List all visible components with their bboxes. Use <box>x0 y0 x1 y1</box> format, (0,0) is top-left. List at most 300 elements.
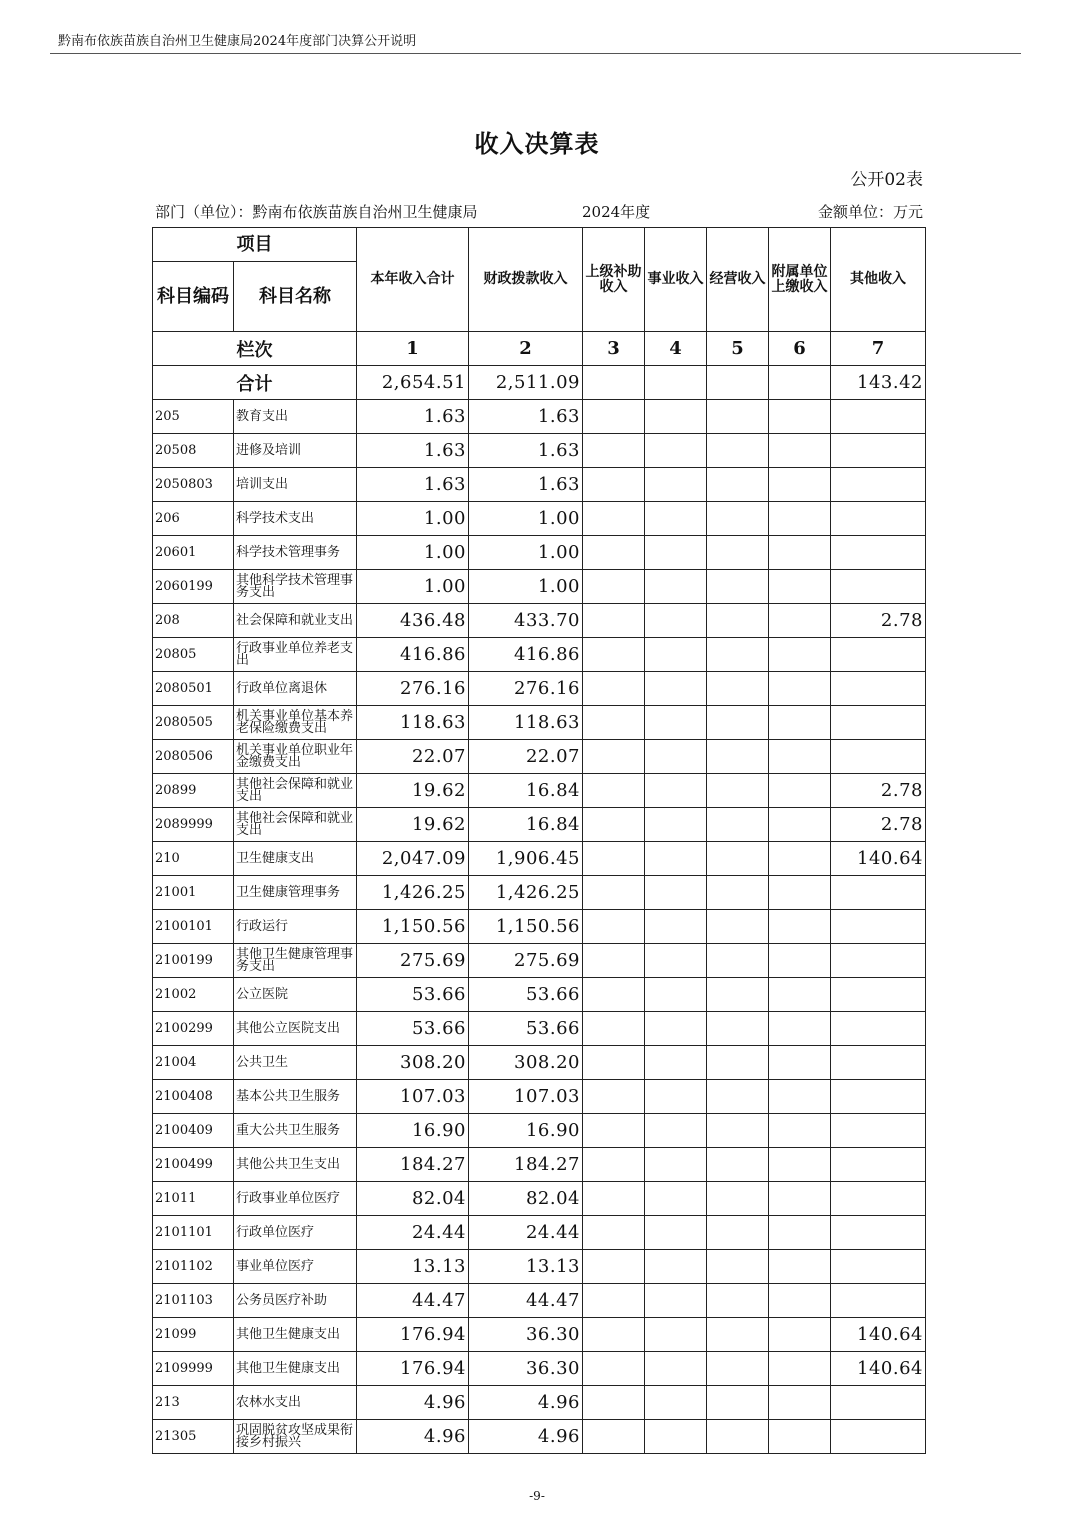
amount-cell <box>645 774 707 808</box>
amount-cell <box>831 1216 926 1250</box>
amount-cell <box>831 400 926 434</box>
amount-cell <box>645 672 707 706</box>
amount-cell: 4.96 <box>469 1386 583 1420</box>
amount-cell <box>645 808 707 842</box>
table-row <box>153 604 926 638</box>
amount-cell <box>769 1352 831 1386</box>
amount-cell <box>831 1420 926 1454</box>
column-number: 2 <box>469 332 583 366</box>
amount-cell <box>831 1046 926 1080</box>
amount-cell: 1,906.45 <box>469 842 583 876</box>
amount-cell <box>645 604 707 638</box>
subject-name: 基本公共卫生服务 <box>234 1080 357 1114</box>
amount-cell <box>583 706 645 740</box>
amount-cell <box>583 536 645 570</box>
subject-code: 2050803 <box>153 468 234 502</box>
table-row <box>153 502 926 536</box>
amount-cell: 118.63 <box>469 706 583 740</box>
amount-cell <box>707 1182 769 1216</box>
table-row <box>153 1012 926 1046</box>
subject-name: 其他社会保障和就业支出 <box>234 808 357 842</box>
amount-cell: 184.27 <box>357 1148 469 1182</box>
amount-cell: 1.00 <box>357 502 469 536</box>
amount-cell: 416.86 <box>357 638 469 672</box>
amount-cell: 44.47 <box>357 1284 469 1318</box>
subject-code: 2100199 <box>153 944 234 978</box>
amount-cell <box>583 1114 645 1148</box>
amount-cell: 1,426.25 <box>469 876 583 910</box>
amount-cell: 19.62 <box>357 808 469 842</box>
amount-cell: 118.63 <box>357 706 469 740</box>
amount-cell <box>831 1182 926 1216</box>
department-label: 部门（单位）：黔南布依族苗族自治州卫生健康局 <box>155 203 478 221</box>
table-row <box>153 1182 926 1216</box>
amount-cell <box>645 638 707 672</box>
amount-cell <box>583 434 645 468</box>
subject-name: 培训支出 <box>234 468 357 502</box>
amount-cell <box>769 1386 831 1420</box>
subject-code: 2100499 <box>153 1148 234 1182</box>
amount-cell <box>831 536 926 570</box>
amount-cell: 82.04 <box>357 1182 469 1216</box>
subject-code: 21099 <box>153 1318 234 1352</box>
amount-cell: 184.27 <box>469 1148 583 1182</box>
total-label: 合计 <box>153 366 357 400</box>
amount-cell <box>707 978 769 1012</box>
subject-name: 机关事业单位基本养老保险缴费支出 <box>234 706 357 740</box>
amount-cell: 1,426.25 <box>357 876 469 910</box>
header-c7: 其他收入 <box>831 228 926 332</box>
amount-cell <box>831 1250 926 1284</box>
subject-code: 20508 <box>153 434 234 468</box>
subject-name: 公务员医疗补助 <box>234 1284 357 1318</box>
header-rule <box>50 53 1021 54</box>
subject-code: 2100409 <box>153 1114 234 1148</box>
amount-cell <box>583 638 645 672</box>
amount-cell <box>583 1080 645 1114</box>
amount-cell: 308.20 <box>357 1046 469 1080</box>
amount-cell <box>769 1046 831 1080</box>
subject-code: 213 <box>153 1386 234 1420</box>
amount-cell <box>707 1148 769 1182</box>
subject-name: 行政运行 <box>234 910 357 944</box>
table-row <box>153 1216 926 1250</box>
amount-cell <box>769 604 831 638</box>
subject-code: 21011 <box>153 1182 234 1216</box>
subject-name: 行政事业单位医疗 <box>234 1182 357 1216</box>
amount-cell: 1,150.56 <box>357 910 469 944</box>
amount-cell <box>645 910 707 944</box>
amount-cell <box>707 910 769 944</box>
amount-cell <box>769 1216 831 1250</box>
table-row <box>153 1046 926 1080</box>
amount-cell <box>645 1352 707 1386</box>
subject-code: 2080506 <box>153 740 234 774</box>
amount-cell: 1.00 <box>357 570 469 604</box>
header-c1: 本年收入合计 <box>357 228 469 332</box>
amount-cell: 1,150.56 <box>469 910 583 944</box>
income-table <box>152 227 926 1454</box>
amount-cell: 276.16 <box>469 672 583 706</box>
page-number: -9- <box>529 1489 545 1503</box>
amount-cell <box>831 876 926 910</box>
amount-cell <box>769 502 831 536</box>
column-number: 4 <box>645 332 707 366</box>
amount-cell <box>831 944 926 978</box>
amount-cell <box>645 1250 707 1284</box>
amount-cell: 107.03 <box>357 1080 469 1114</box>
subject-code: 208 <box>153 604 234 638</box>
subject-code: 2080505 <box>153 706 234 740</box>
amount-cell <box>707 706 769 740</box>
amount-cell: 140.64 <box>831 842 926 876</box>
amount-cell: 16.84 <box>469 808 583 842</box>
amount-cell <box>769 1080 831 1114</box>
amount-cell <box>707 842 769 876</box>
amount-cell <box>645 400 707 434</box>
amount-cell <box>707 1114 769 1148</box>
amount-cell <box>645 1386 707 1420</box>
table-row <box>153 638 926 672</box>
fiscal-year: 2024年度 <box>582 203 651 221</box>
amount-cell <box>769 672 831 706</box>
amount-cell: 436.48 <box>357 604 469 638</box>
amount-cell <box>831 1012 926 1046</box>
table-row <box>153 1352 926 1386</box>
amount-cell <box>831 910 926 944</box>
amount-cell <box>645 1318 707 1352</box>
amount-cell <box>769 876 831 910</box>
amount-cell <box>645 1420 707 1454</box>
amount-cell <box>583 1420 645 1454</box>
subject-code: 2101101 <box>153 1216 234 1250</box>
amount-cell <box>583 944 645 978</box>
table-row <box>153 944 926 978</box>
column-number: 7 <box>831 332 926 366</box>
amount-cell <box>645 1284 707 1318</box>
amount-cell: 1.63 <box>469 468 583 502</box>
amount-cell: 176.94 <box>357 1352 469 1386</box>
amount-cell <box>769 944 831 978</box>
amount-cell: 1.00 <box>469 502 583 536</box>
amount-cell: 53.66 <box>357 1012 469 1046</box>
amount-cell <box>645 876 707 910</box>
form-number: 公开02表 <box>850 170 923 190</box>
table-row <box>153 910 926 944</box>
amount-cell <box>707 944 769 978</box>
subject-name: 卫生健康支出 <box>234 842 357 876</box>
amount-cell <box>831 672 926 706</box>
table-row <box>153 706 926 740</box>
amount-cell: 140.64 <box>831 1352 926 1386</box>
amount-cell <box>583 1284 645 1318</box>
amount-cell <box>583 1182 645 1216</box>
amount-cell: 140.64 <box>831 1318 926 1352</box>
table-row <box>153 842 926 876</box>
subject-name: 卫生健康管理事务 <box>234 876 357 910</box>
amount-cell <box>645 502 707 536</box>
amount-cell <box>583 1250 645 1284</box>
amount-cell <box>583 468 645 502</box>
table-row <box>153 1318 926 1352</box>
amount-cell <box>769 400 831 434</box>
amount-cell: 433.70 <box>469 604 583 638</box>
amount-cell <box>707 1080 769 1114</box>
amount-cell <box>645 536 707 570</box>
total-row <box>153 366 926 400</box>
total-value <box>707 366 769 400</box>
amount-cell: 416.86 <box>469 638 583 672</box>
amount-cell: 2.78 <box>831 808 926 842</box>
amount-cell <box>707 808 769 842</box>
amount-cell <box>769 1250 831 1284</box>
table-row <box>153 808 926 842</box>
subject-name: 科学技术管理事务 <box>234 536 357 570</box>
amount-cell <box>707 434 769 468</box>
column-number: 1 <box>357 332 469 366</box>
subject-name: 农林水支出 <box>234 1386 357 1420</box>
amount-cell <box>707 1352 769 1386</box>
amount-cell <box>831 1080 926 1114</box>
amount-cell <box>645 570 707 604</box>
amount-cell <box>769 468 831 502</box>
subject-name: 巩固脱贫攻坚成果衔接乡村振兴 <box>234 1420 357 1454</box>
amount-cell <box>707 502 769 536</box>
subject-name: 公共卫生 <box>234 1046 357 1080</box>
amount-cell <box>645 434 707 468</box>
total-value <box>769 366 831 400</box>
amount-cell: 22.07 <box>357 740 469 774</box>
subject-code: 2089999 <box>153 808 234 842</box>
subject-code: 21305 <box>153 1420 234 1454</box>
amount-cell <box>583 400 645 434</box>
amount-cell <box>583 1148 645 1182</box>
amount-cell <box>645 1012 707 1046</box>
header-name: 科目名称 <box>234 262 357 332</box>
amount-cell: 53.66 <box>469 1012 583 1046</box>
amount-cell <box>831 434 926 468</box>
table-row <box>153 1148 926 1182</box>
subject-name: 其他公共卫生支出 <box>234 1148 357 1182</box>
amount-cell <box>769 638 831 672</box>
amount-unit: 金额单位：万元 <box>817 203 923 221</box>
table-row <box>153 978 926 1012</box>
amount-cell <box>583 1352 645 1386</box>
subject-name: 行政单位离退休 <box>234 672 357 706</box>
running-header: 黔南布依族苗族自治州卫生健康局2024年度部门决算公开说明 <box>58 34 417 49</box>
amount-cell: 275.69 <box>357 944 469 978</box>
amount-cell: 1.63 <box>357 400 469 434</box>
amount-cell <box>583 740 645 774</box>
subject-name: 其他卫生健康支出 <box>234 1352 357 1386</box>
amount-cell <box>769 808 831 842</box>
page-title: 收入决算表 <box>474 129 600 158</box>
amount-cell: 24.44 <box>357 1216 469 1250</box>
amount-cell <box>583 1216 645 1250</box>
amount-cell <box>583 876 645 910</box>
amount-cell <box>769 706 831 740</box>
amount-cell <box>831 978 926 1012</box>
header-item: 项目 <box>153 228 357 262</box>
table-row <box>153 1080 926 1114</box>
amount-cell: 4.96 <box>357 1386 469 1420</box>
amount-cell: 2.78 <box>831 774 926 808</box>
amount-cell <box>583 1318 645 1352</box>
amount-cell <box>769 570 831 604</box>
amount-cell: 16.90 <box>357 1114 469 1148</box>
header-c5: 经营收入 <box>707 228 769 332</box>
amount-cell: 1.63 <box>357 434 469 468</box>
total-value <box>645 366 707 400</box>
amount-cell <box>831 638 926 672</box>
amount-cell <box>707 1012 769 1046</box>
amount-cell <box>645 1216 707 1250</box>
amount-cell <box>583 672 645 706</box>
amount-cell: 13.13 <box>469 1250 583 1284</box>
amount-cell <box>583 808 645 842</box>
header-c3: 上级补助收入 <box>583 228 645 332</box>
amount-cell <box>707 570 769 604</box>
amount-cell <box>645 1182 707 1216</box>
total-value: 2,654.51 <box>357 366 469 400</box>
amount-cell: 1.00 <box>357 536 469 570</box>
subject-name: 其他科学技术管理事务支出 <box>234 570 357 604</box>
subject-name: 其他公立医院支出 <box>234 1012 357 1046</box>
amount-cell <box>831 468 926 502</box>
amount-cell <box>769 1148 831 1182</box>
amount-cell <box>769 1182 831 1216</box>
amount-cell: 16.90 <box>469 1114 583 1148</box>
amount-cell: 1.63 <box>469 434 583 468</box>
amount-cell <box>769 1420 831 1454</box>
subject-name: 行政事业单位养老支出 <box>234 638 357 672</box>
amount-cell <box>707 1216 769 1250</box>
header-c6: 附属单位上缴收入 <box>769 228 831 332</box>
amount-cell <box>707 1386 769 1420</box>
amount-cell <box>645 740 707 774</box>
total-value: 2,511.09 <box>469 366 583 400</box>
amount-cell <box>583 910 645 944</box>
subject-name: 进修及培训 <box>234 434 357 468</box>
table-row <box>153 876 926 910</box>
amount-cell: 16.84 <box>469 774 583 808</box>
amount-cell <box>707 1250 769 1284</box>
amount-cell <box>707 400 769 434</box>
amount-cell <box>831 502 926 536</box>
header-code: 科目编码 <box>153 262 234 332</box>
amount-cell: 22.07 <box>469 740 583 774</box>
amount-cell: 308.20 <box>469 1046 583 1080</box>
subject-code: 2100299 <box>153 1012 234 1046</box>
subject-name: 公立医院 <box>234 978 357 1012</box>
amount-cell <box>707 468 769 502</box>
amount-cell <box>583 1012 645 1046</box>
subject-code: 20805 <box>153 638 234 672</box>
amount-cell <box>583 842 645 876</box>
amount-cell: 19.62 <box>357 774 469 808</box>
amount-cell <box>707 672 769 706</box>
amount-cell <box>707 1046 769 1080</box>
amount-cell <box>707 1318 769 1352</box>
table-row <box>153 740 926 774</box>
amount-cell: 275.69 <box>469 944 583 978</box>
subject-code: 2080501 <box>153 672 234 706</box>
amount-cell: 4.96 <box>469 1420 583 1454</box>
subject-code: 2060199 <box>153 570 234 604</box>
amount-cell: 2.78 <box>831 604 926 638</box>
subject-code: 2100408 <box>153 1080 234 1114</box>
table-row <box>153 570 926 604</box>
column-number: 5 <box>707 332 769 366</box>
amount-cell <box>583 502 645 536</box>
subject-name: 其他卫生健康支出 <box>234 1318 357 1352</box>
amount-cell: 176.94 <box>357 1318 469 1352</box>
table-row <box>153 1114 926 1148</box>
amount-cell <box>583 1046 645 1080</box>
subject-code: 2101103 <box>153 1284 234 1318</box>
subject-name: 教育支出 <box>234 400 357 434</box>
table-row <box>153 1250 926 1284</box>
amount-cell <box>831 1284 926 1318</box>
amount-cell <box>707 536 769 570</box>
amount-cell <box>583 774 645 808</box>
amount-cell: 1.63 <box>357 468 469 502</box>
table-row <box>153 400 926 434</box>
amount-cell: 82.04 <box>469 1182 583 1216</box>
table-row <box>153 1284 926 1318</box>
subject-code: 210 <box>153 842 234 876</box>
amount-cell <box>707 604 769 638</box>
subject-name: 重大公共卫生服务 <box>234 1114 357 1148</box>
amount-cell: 107.03 <box>469 1080 583 1114</box>
amount-cell <box>645 706 707 740</box>
amount-cell <box>831 1114 926 1148</box>
amount-cell <box>831 740 926 774</box>
amount-cell <box>831 1386 926 1420</box>
table-row <box>153 434 926 468</box>
amount-cell <box>583 978 645 1012</box>
amount-cell <box>645 978 707 1012</box>
amount-cell: 53.66 <box>469 978 583 1012</box>
table-row <box>153 468 926 502</box>
header-c2: 财政拨款收入 <box>469 228 583 332</box>
header-c4: 事业收入 <box>645 228 707 332</box>
table-row <box>153 672 926 706</box>
amount-cell <box>707 876 769 910</box>
amount-cell <box>707 774 769 808</box>
amount-cell <box>769 1318 831 1352</box>
amount-cell <box>645 944 707 978</box>
amount-cell: 36.30 <box>469 1318 583 1352</box>
amount-cell <box>583 604 645 638</box>
subject-code: 20899 <box>153 774 234 808</box>
table-row <box>153 536 926 570</box>
subject-name: 事业单位医疗 <box>234 1250 357 1284</box>
amount-cell <box>769 1284 831 1318</box>
amount-cell <box>645 1046 707 1080</box>
table-row <box>153 1420 926 1454</box>
amount-cell: 53.66 <box>357 978 469 1012</box>
header-column-row-label: 栏次 <box>153 332 357 366</box>
subject-name: 科学技术支出 <box>234 502 357 536</box>
subject-code: 20601 <box>153 536 234 570</box>
amount-cell <box>769 774 831 808</box>
subject-name: 机关事业单位职业年金缴费支出 <box>234 740 357 774</box>
amount-cell <box>769 536 831 570</box>
amount-cell: 1.63 <box>469 400 583 434</box>
subject-code: 21004 <box>153 1046 234 1080</box>
table-row <box>153 774 926 808</box>
